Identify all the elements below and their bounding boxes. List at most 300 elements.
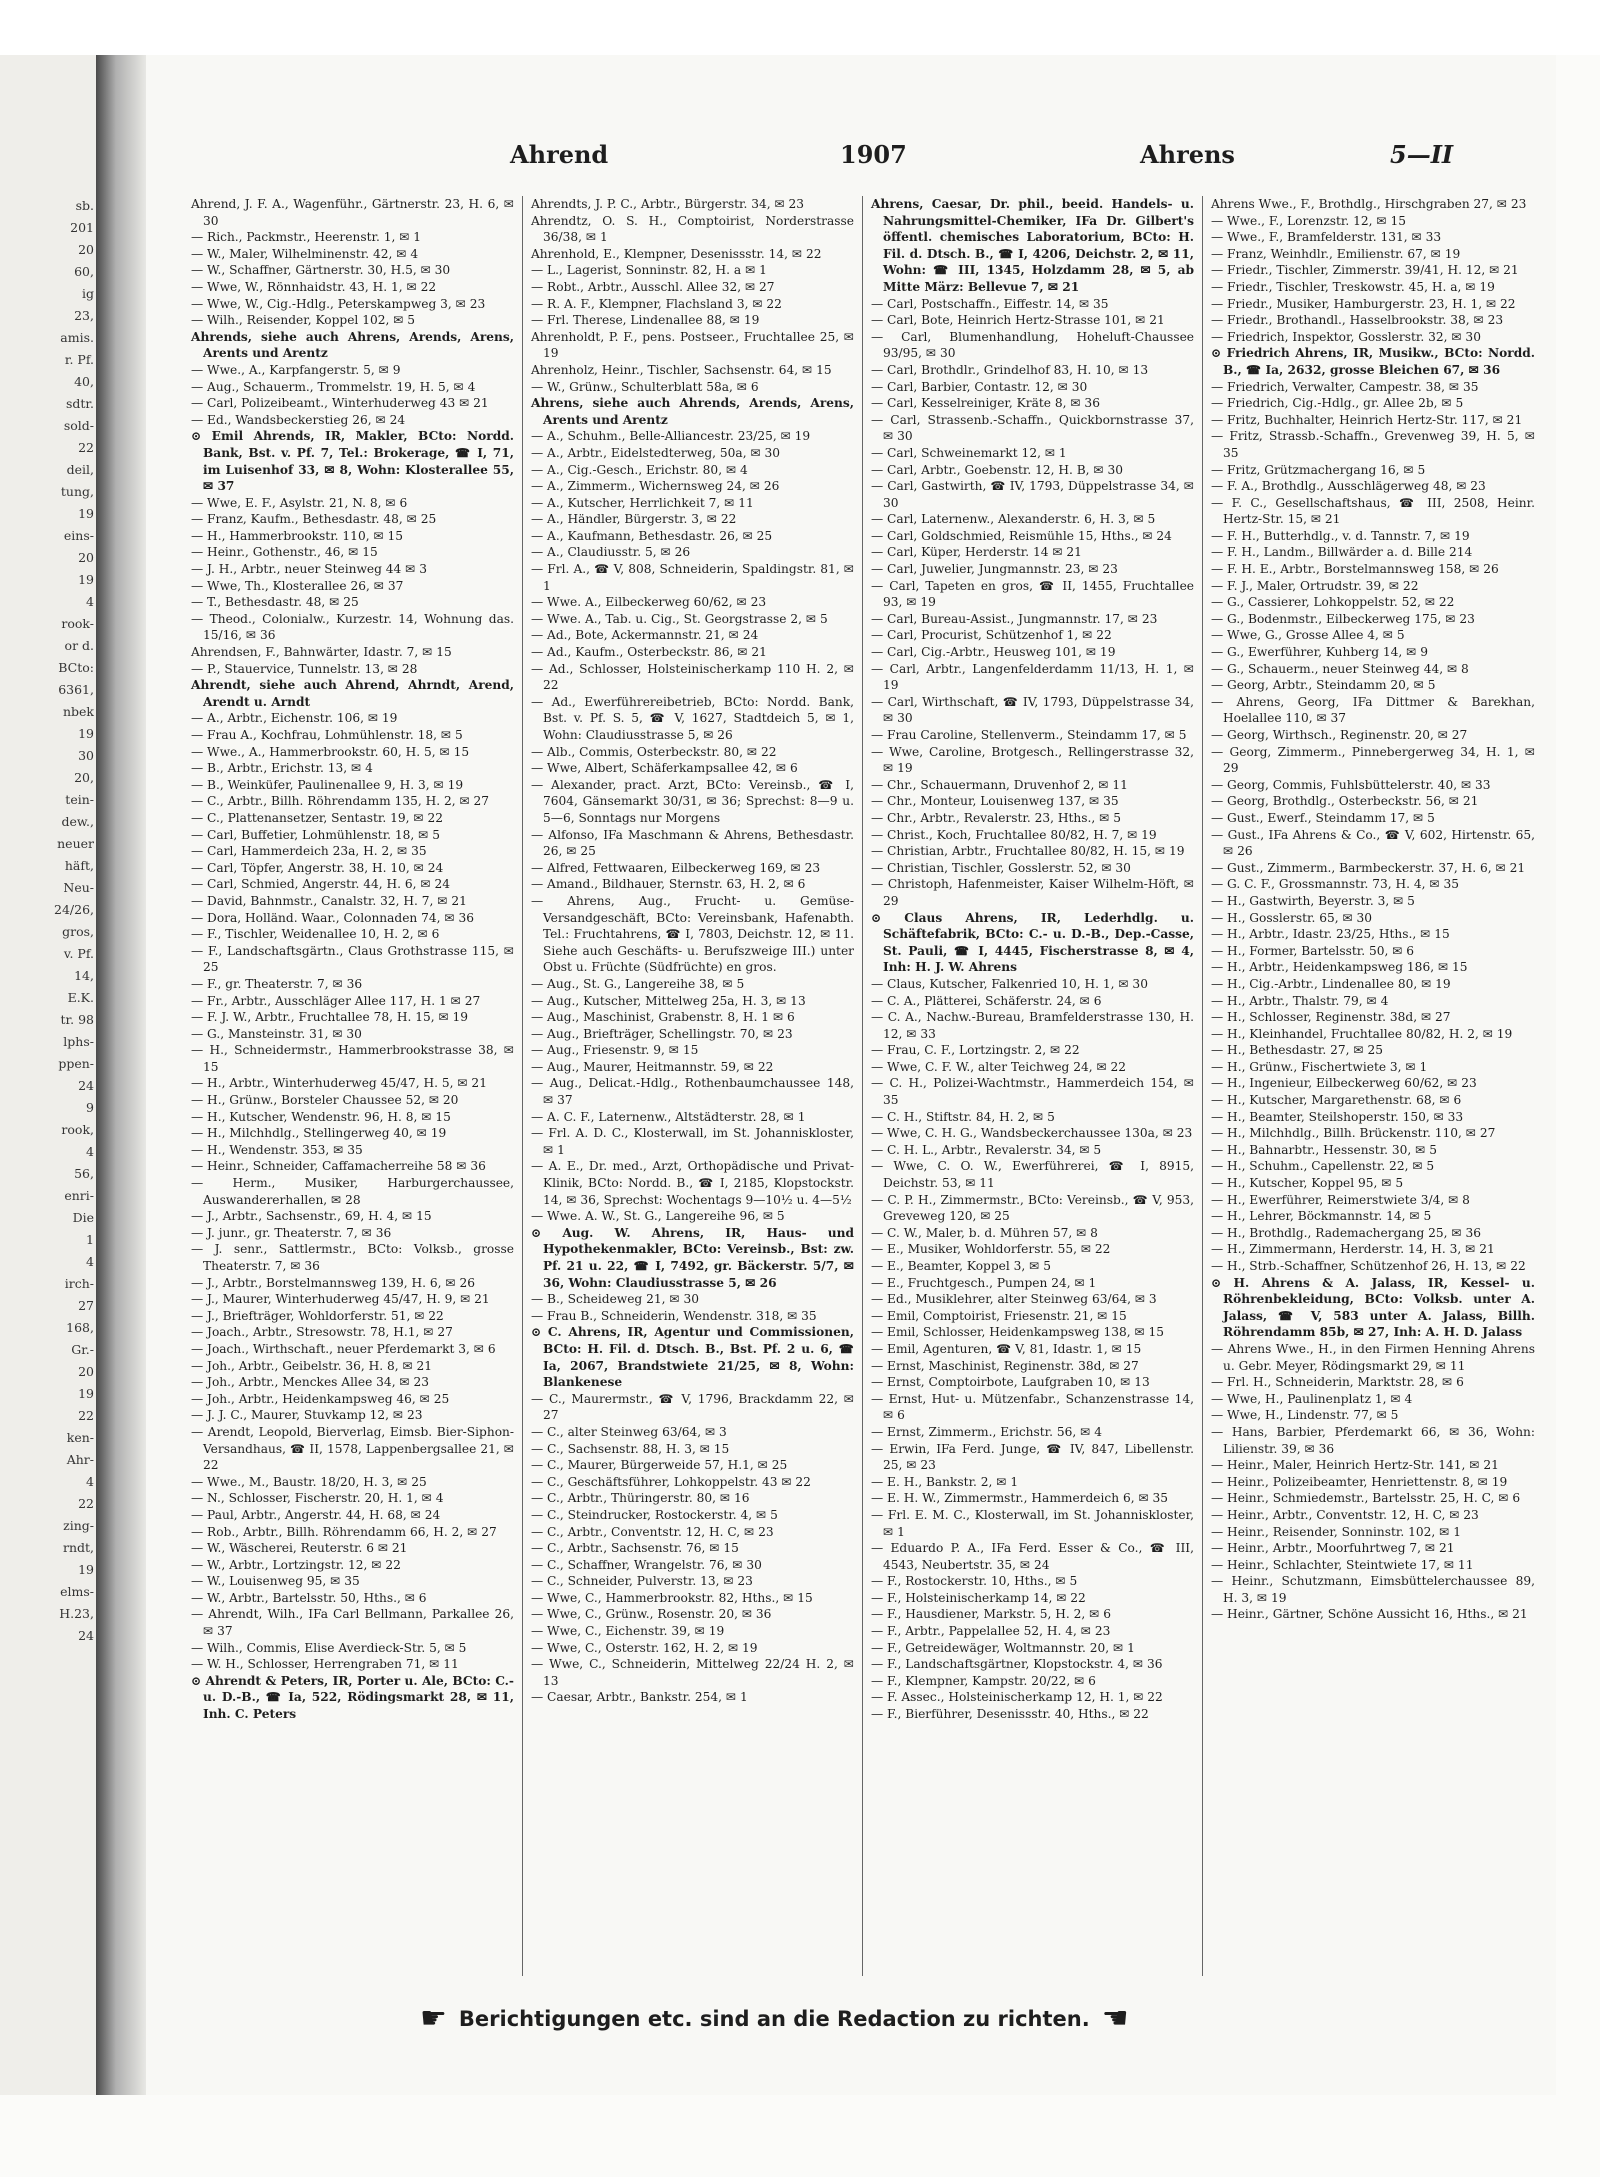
directory-entry: — Wwe, C. O. W., Ewerführerei, ☎ I, 8915, Deichstr. 53, ✉ 11 xyxy=(871,1159,1194,1191)
left-page-edge xyxy=(0,55,98,2095)
page-footer xyxy=(420,1999,1320,2039)
column-2 xyxy=(523,196,863,1976)
directory-entry: — Heinr., Gärtner, Schöne Aussicht 16, Hths., ✉ 21 xyxy=(1211,1607,1528,1622)
left-page-fragment: Die xyxy=(72,1210,94,1225)
directory-entry: — C., Schneider, Pulverstr. 13, ✉ 23 xyxy=(531,1574,753,1589)
directory-entry: — F., Rostockerstr. 10, Hths., ✉ 5 xyxy=(871,1574,1078,1589)
directory-entry: — Wwe, C., Osterstr. 162, H. 2, ✉ 19 xyxy=(531,1640,758,1655)
directory-entry: — Carl, Laternenw., Alexanderstr. 6, H. 3, ✉ 5 xyxy=(871,512,1156,527)
left-page-fragment: amis. xyxy=(60,330,94,345)
directory-entry: — Georg, Brothdlg., Osterbeckstr. 56, ✉ 21 xyxy=(1211,794,1479,809)
left-page-fragment: sb. xyxy=(75,198,94,213)
directory-entry: — C., Plattenansetzer, Sentastr. 19, ✉ 22 xyxy=(191,810,443,825)
left-page-fragment: 22 xyxy=(78,1408,94,1423)
left-page-fragment: E.K. xyxy=(67,990,94,1005)
directory-entry: Ahrenholdt, P. F., pens. Postseer., Fruchtallee 25, ✉ 19 xyxy=(531,329,854,361)
pointing-hand-right-icon: ☛ xyxy=(420,2001,447,2036)
directory-entry: — Fritz, Strassb.-Schaffn., Grevenweg 39, H. 5, ✉ 35 xyxy=(1211,429,1535,460)
directory-entry: — Joh., Arbtr., Heidenkampsweg 46, ✉ 25 xyxy=(191,1391,450,1406)
directory-entry: — Heinr., Arbtr., Conventstr. 12, H. C, ✉ 23 xyxy=(1211,1507,1479,1522)
directory-entry: Ahrendt, siehe auch Ahrend, Ahrndt, Arend, Arendt u. Arndt xyxy=(191,678,514,709)
directory-entry: — F., Holsteinischerkamp 14, ✉ 22 xyxy=(871,1590,1086,1605)
directory-entry: — Wilh., Reisender, Koppel 102, ✉ 5 xyxy=(191,313,416,328)
directory-entry: — F., Landschaftsgärtn., Claus Grothstrasse 115, ✉ 25 xyxy=(191,943,514,975)
directory-entry: — Wwe, Albert, Schäferkampsallee 42, ✉ 6 xyxy=(531,761,798,776)
directory-entry: — Carl, Bote, Heinrich Hertz-Strasse 101, ✉ 21 xyxy=(871,313,1165,328)
directory-entry: — G., Ewerführer, Kuhberg 14, ✉ 9 xyxy=(1211,645,1428,660)
directory-entry: — Wwe, E. F., Asylstr. 21, N. 8, ✉ 6 xyxy=(191,495,408,510)
left-page-fragment: rook, xyxy=(61,1122,94,1137)
directory-entry: — Friedr., Brothandl., Hasselbrookstr. 38, ✉ 23 xyxy=(1211,313,1504,328)
left-page-fragment: 24 xyxy=(78,1628,94,1643)
directory-entry: — F., Landschaftsgärtner, Klopstockstr. 4, ✉ 36 xyxy=(871,1657,1163,1672)
directory-entry: — Carl, Wirthschaft, ☎ IV, 1793, Düppelstrasse 34, ✉ 30 xyxy=(871,694,1194,726)
directory-entry: — W. H., Schlosser, Herrengraben 71, ✉ 11 xyxy=(191,1657,459,1672)
directory-entry: — Franz, Kaufm., Bethesdastr. 48, ✉ 25 xyxy=(191,512,437,527)
directory-entry: — C., alter Steinweg 63/64, ✉ 3 xyxy=(531,1424,727,1439)
left-page-fragment: ig xyxy=(82,286,94,301)
left-page-fragment: elms- xyxy=(60,1584,94,1599)
directory-entry: — Joh., Arbtr., Menckes Allee 34, ✉ 23 xyxy=(191,1375,430,1390)
directory-entry: — Joach., Wirthschaft., neuer Pferdemarkt 3, ✉ 6 xyxy=(191,1341,496,1356)
directory-entry: — H., Brothdlg., Rademachergang 25, ✉ 36 xyxy=(1211,1225,1482,1240)
directory-entry: — H., Ewerführer, Reimerstwiete 3/4, ✉ 8 xyxy=(1211,1192,1470,1207)
directory-entry: ⊙ C. Ahrens, IR, Agentur und Commissionen, BCto: H. Fil. d. Dtsch. B., Bst. Pf. 2 u. 6, ☎ Ia, 2067, Brandstwiete 21/25, ✉ 8, Wohn: Blankenese xyxy=(531,1325,854,1390)
directory-entry: — Erwin, IFa Ferd. Junge, ☎ IV, 847, Libellenstr. 25, ✉ 23 xyxy=(871,1441,1194,1473)
left-page-snippets xyxy=(2,195,94,1647)
directory-entry: — A., Cig.-Gesch., Erichstr. 80, ✉ 4 xyxy=(531,462,748,477)
left-page-fragment: 20 xyxy=(78,242,94,257)
directory-entry: — Wwe, C. F. W., alter Teichweg 24, ✉ 22 xyxy=(871,1059,1127,1074)
directory-entry: Ahrenhold, E., Klempner, Desenissstr. 14, ✉ 22 xyxy=(531,246,822,261)
directory-entry: — Frl. Therese, Lindenallee 88, ✉ 19 xyxy=(531,313,760,328)
directory-entry: — Theod., Colonialw., Kurzestr. 14, Wohnung das. 15/16, ✉ 36 xyxy=(191,611,514,643)
directory-entry: — R. A. F., Klempner, Flachsland 3, ✉ 22 xyxy=(531,296,782,311)
directory-entry: — H., Ingenieur, Eilbeckerweg 60/62, ✉ 23 xyxy=(1211,1076,1477,1091)
directory-entry: — Amand., Bildhauer, Sternstr. 63, H. 2, ✉ 6 xyxy=(531,877,806,892)
directory-entry: — B., Weinküfer, Paulinenallee 9, H. 3, ✉ 19 xyxy=(191,777,464,792)
directory-entry: — F., Getreidewäger, Woltmannstr. 20, ✉ 1 xyxy=(871,1640,1135,1655)
directory-entry: — C., Geschäftsführer, Lohkoppelstr. 43 ✉ 22 xyxy=(531,1474,811,1489)
directory-entry: — A., Händler, Bürgerstr. 3, ✉ 22 xyxy=(531,512,737,527)
header-year: 1907 xyxy=(840,140,907,169)
directory-entry: — G. C. F., Grossmannstr. 73, H. 4, ✉ 35 xyxy=(1211,877,1459,892)
left-page-fragment: 60, xyxy=(74,264,94,279)
directory-entry: — F. H. E., Arbtr., Borstelmannsweg 158, ✉ 26 xyxy=(1211,562,1499,577)
directory-entry: — H., Grünw., Borsteler Chaussee 52, ✉ 20 xyxy=(191,1093,459,1108)
header-last-name: Ahrens xyxy=(1140,140,1235,169)
directory-entry: — J., Maurer, Winterhuderweg 45/47, H. 9, ✉ 21 xyxy=(191,1292,490,1307)
directory-entry: Ahrens, siehe auch Ahrends, Arends, Arens, Arents und Arentz xyxy=(531,396,854,427)
directory-entry: Ahrendts, J. P. C., Arbtr., Bürgerstr. 34, ✉ 23 xyxy=(531,197,805,211)
directory-entry: — Emil, Schlosser, Heidenkampsweg 138, ✉ 15 xyxy=(871,1325,1165,1340)
header-first-name: Ahrend xyxy=(510,140,609,169)
directory-entry: — Frl. A., ☎ V, 808, Schneiderin, Spaldingstr. 81, ✉ 1 xyxy=(531,562,854,593)
directory-entry: — Joh., Arbtr., Geibelstr. 36, H. 8, ✉ 21 xyxy=(191,1358,433,1373)
column-4 xyxy=(1203,196,1543,1976)
directory-entry: — N., Schlosser, Fischerstr. 20, H. 1, ✉ 4 xyxy=(191,1491,444,1506)
directory-entry: — H., Zimmermann, Herderstr. 14, H. 3, ✉ 21 xyxy=(1211,1242,1495,1257)
directory-entry: — Joach., Arbtr., Stresowstr. 78, H.1, ✉ 27 xyxy=(191,1325,453,1340)
directory-entry: — Friedrich, Cig.-Hdlg., gr. Allee 2b, ✉ 5 xyxy=(1211,396,1464,411)
directory-entry: — F. Assec., Holsteinischerkamp 12, H. 1, ✉ 22 xyxy=(871,1690,1163,1705)
directory-entry: — Herm., Musiker, Harburgerchaussee, Auswandererhallen, ✉ 28 xyxy=(191,1176,514,1207)
directory-entry: — Christ., Koch, Fruchtallee 80/82, H. 7, ✉ 19 xyxy=(871,827,1157,842)
directory-entry: — Aug., St. G., Langereihe 38, ✉ 5 xyxy=(531,976,745,991)
directory-entry: — H., Wendenstr. 353, ✉ 35 xyxy=(191,1142,363,1157)
left-page-fragment: deil, xyxy=(66,462,94,477)
directory-entry: — Emil, Comptoirist, Friesenstr. 21, ✉ 15 xyxy=(871,1308,1127,1323)
directory-entry: — Ad., Kaufm., Osterbeckstr. 86, ✉ 21 xyxy=(531,645,767,660)
directory-entry: — Ad., Schlosser, Holsteinischerkamp 110 H. 2, ✉ 22 xyxy=(531,661,854,693)
left-page-fragment: Neu- xyxy=(63,880,94,895)
directory-entry: — Robt., Arbtr., Ausschl. Allee 32, ✉ 27 xyxy=(531,279,775,294)
directory-entry: — Heinr., Schneider, Caffamacherreihe 58 ✉ 36 xyxy=(191,1159,486,1174)
directory-entry: — Carl, Töpfer, Angerstr. 38, H. 10, ✉ 24 xyxy=(191,860,444,875)
left-page-fragment: 24 xyxy=(78,1078,94,1093)
directory-entry: — Aug., Briefträger, Schellingstr. 70, ✉ 23 xyxy=(531,1026,793,1041)
directory-entry: — A. E., Dr. med., Arzt, Orthopädische und Privat-Klinik, BCto: Nordd. B., ☎ I, 2185, Klopstockstr. 14, ✉ 36, Sprechst: Wochentags 9—10½ u. 4—5½ xyxy=(531,1159,854,1207)
directory-entry: — Chr., Schauermann, Druvenhof 2, ✉ 11 xyxy=(871,777,1128,792)
directory-entry: — G., Mansteinstr. 31, ✉ 30 xyxy=(191,1026,362,1041)
left-page-fragment: sold- xyxy=(63,418,94,433)
directory-entry: — F. H., Landm., Billwärder a. d. Bille 214 xyxy=(1211,545,1473,560)
directory-entry: — H., Beamter, Steilshoperstr. 150, ✉ 33 xyxy=(1211,1109,1464,1124)
directory-entry: — Christoph, Hafenmeister, Kaiser Wilhelm-Höft, ✉ 29 xyxy=(871,877,1194,908)
directory-entry: — A., Arbtr., Eichenstr. 106, ✉ 19 xyxy=(191,711,398,726)
left-page-fragment: 20 xyxy=(78,550,94,565)
directory-entry: — Heinr., Reisender, Sonninstr. 102, ✉ 1 xyxy=(1211,1524,1461,1539)
left-page-fragment: 4 xyxy=(86,594,94,609)
directory-entry: — C., Schaffner, Wrangelstr. 76, ✉ 30 xyxy=(531,1557,762,1572)
left-page-fragment: zing- xyxy=(63,1518,94,1533)
directory-entry: — C. W., Maler, b. d. Mühren 57, ✉ 8 xyxy=(871,1225,1098,1240)
directory-entry: — Aug., Friesenstr. 9, ✉ 15 xyxy=(531,1043,699,1058)
directory-entry: — Carl, Polizeibeamt., Winterhuderweg 43 ✉ 21 xyxy=(191,396,489,411)
directory-entry: — H., Kutscher, Margarethenstr. 68, ✉ 6 xyxy=(1211,1093,1462,1108)
directory-entry: — A., Kaufmann, Bethesdastr. 26, ✉ 25 xyxy=(531,528,773,543)
left-page-fragment: 19 xyxy=(78,1386,94,1401)
directory-entry: — Frl. A. D. C., Klosterwall, im St. Johanniskloster, ✉ 1 xyxy=(531,1126,854,1157)
left-page-fragment: 22 xyxy=(78,1496,94,1511)
directory-entry: Ahrend, J. F. A., Wagenführ., Gärtnerstr. 23, H. 6, ✉ 30 xyxy=(191,197,514,228)
left-page-fragment: 23, xyxy=(74,308,94,323)
left-page-fragment: rook- xyxy=(61,616,94,631)
directory-entry: — Wwe, H., Paulinenplatz 1, ✉ 4 xyxy=(1211,1391,1413,1406)
directory-entry: — Frau, C. F., Lortzingstr. 2, ✉ 22 xyxy=(871,1043,1080,1058)
directory-entry: ⊙ H. Ahrens & A. Jalass, IR, Kessel- u. Röhrenbekleidung, BCto: Volksb. unter A. Jalass, ☎ V, 583 unter A. Jalass, Billh. Röhrendamm 85b, ✉ 27, Inh: A. H. D. Jalass xyxy=(1211,1275,1535,1340)
directory-entry: — Carl, Arbtr., Langenfelderdamm 11/13, H. 1, ✉ 19 xyxy=(871,661,1194,693)
directory-entry: — Georg, Arbtr., Steindamm 20, ✉ 5 xyxy=(1211,678,1436,693)
directory-entry: Ahrends, siehe auch Ahrens, Arends, Arens, Arents und Arentz xyxy=(191,329,514,361)
directory-entry: — Ahrens, Aug., Frucht- u. Gemüse-Versandgeschäft, BCto: Vereinsbank, Hafenabth. Tel.: Fruchtahrens, ☎ I, 7803, Deichstr. 12, ✉ 11. Siehe auch Geschäfts- u. Berufszweige III.) unter Obst u. Früchte (Südfrüchte) en gros. xyxy=(531,893,854,975)
directory-entry: — Wwe, C., Hammerbrookstr. 82, Hths., ✉ 15 xyxy=(531,1590,813,1605)
directory-entry: — W., Louisenweg 95, ✉ 35 xyxy=(191,1574,360,1589)
directory-entry: — H., Bethesdastr. 27, ✉ 25 xyxy=(1211,1043,1383,1058)
left-page-fragment: 40, xyxy=(74,374,94,389)
directory-entry: — Wwe, H., Lindenstr. 77, ✉ 5 xyxy=(1211,1408,1399,1423)
directory-entry: — Wwe, Caroline, Brotgesch., Rellingerstrasse 32, ✉ 19 xyxy=(871,744,1194,776)
directory-entry: — Fritz, Grützmachergang 16, ✉ 5 xyxy=(1211,462,1426,477)
directory-entry: — Alexander, pract. Arzt, BCto: Vereinsb., ☎ I, 7604, Gänsemarkt 30/31, ✉ 36; Sprechst: 8—9 u. 5—6, Sonntags nur Morgens xyxy=(531,777,854,825)
left-page-fragment: H.23, xyxy=(59,1606,94,1621)
left-page-fragment: ppen- xyxy=(58,1056,94,1071)
directory-entry: — Hans, Barbier, Pferdemarkt 66, ✉ 36, Wohn: Lilienstr. 39, ✉ 36 xyxy=(1211,1424,1535,1456)
directory-entry: — Gust., IFa Ahrens & Co., ☎ V, 602, Hirtenstr. 65, ✉ 26 xyxy=(1211,827,1535,859)
directory-entry: — F., gr. Theaterstr. 7, ✉ 36 xyxy=(191,976,363,991)
directory-entry: — H., Arbtr., Winterhuderweg 45/47, H. 5, ✉ 21 xyxy=(191,1076,487,1091)
left-page-fragment: 14, xyxy=(74,968,94,983)
directory-entry: — Alb., Commis, Osterbeckstr. 80, ✉ 22 xyxy=(531,744,777,759)
directory-entry: — W., Arbtr., Lortzingstr. 12, ✉ 22 xyxy=(191,1557,401,1572)
directory-entry: — T., Bethesdastr. 48, ✉ 25 xyxy=(191,595,359,610)
directory-entry: — Heinr., Polizeibeamter, Henriettenstr. 8, ✉ 19 xyxy=(1211,1474,1508,1489)
directory-entry: — Fr., Arbtr., Ausschläger Allee 117, H. 1 ✉ 27 xyxy=(191,993,481,1008)
directory-entry: — Gust., Zimmerm., Barmbeckerstr. 37, H. 6, ✉ 21 xyxy=(1211,860,1526,875)
directory-entry: — C., Steindrucker, Rostockerstr. 4, ✉ 5 xyxy=(531,1507,778,1522)
directory-entry: — Aug., Schauerm., Trommelstr. 19, H. 5, ✉ 4 xyxy=(191,379,476,394)
directory-entry: — Wwe. A., Tab. u. Cig., St. Georgstrasse 2, ✉ 5 xyxy=(531,611,828,626)
directory-entry: — A., Zimmerm., Wichernsweg 24, ✉ 26 xyxy=(531,479,780,494)
directory-entry: — J., Arbtr., Sachsenstr., 69, H. 4, ✉ 15 xyxy=(191,1209,432,1224)
left-page-fragment: 4 xyxy=(86,1144,94,1159)
directory-entry: — Dora, Holländ. Waar., Colonnaden 74, ✉ 36 xyxy=(191,910,474,925)
directory-entry: — Caesar, Arbtr., Bankstr. 254, ✉ 1 xyxy=(531,1690,748,1705)
directory-entry: — A., Schuhm., Belle-Alliancestr. 23/25, ✉ 19 xyxy=(531,429,811,444)
directory-entry: — Eduardo P. A., IFa Ferd. Esser & Co., ☎ III, 4543, Neubertstr. 35, ✉ 24 xyxy=(871,1541,1194,1572)
directory-entry: — E., Musiker, Wohldorferstr. 55, ✉ 22 xyxy=(871,1242,1111,1257)
directory-entry: — H., Schneidermstr., Hammerbrookstrasse 38, ✉ 15 xyxy=(191,1043,514,1074)
directory-entry: — C., Arbtr., Billh. Röhrendamm 135, H. 2, ✉ 27 xyxy=(191,794,490,809)
directory-entry: — Carl, Schweinemarkt 12, ✉ 1 xyxy=(871,445,1067,460)
directory-entry: — C. H., Polizei-Wachtmstr., Hammerdeich 154, ✉ 35 xyxy=(871,1076,1194,1108)
left-page-fragment: rndt, xyxy=(62,1540,94,1555)
left-page-fragment: v. Pf. xyxy=(63,946,94,961)
directory-entry: Ahrens, Caesar, Dr. phil., beeid. Handels- u. Nahrungsmittel-Chemiker, IFa Dr. Gilbert's öffentl. chemisches Laboratorium, BCto: H. Fil. d. Dtsch. B., ☎ I, 4206, Deichstr. 2, ✉ 11, Wohn: ☎ III, 1345, Holzdamm 28, ✉ 5, ab Mitte März: Bellevue 7, ✉ 21 xyxy=(871,197,1194,294)
directory-entry: — Carl, Juwelier, Jungmannstr. 23, ✉ 23 xyxy=(871,562,1118,577)
directory-entry: — G., Bodenmstr., Eilbeckerweg 175, ✉ 23 xyxy=(1211,611,1475,626)
directory-entry: — F., Arbtr., Pappelallee 52, H. 4, ✉ 23 xyxy=(871,1624,1111,1639)
left-page-fragment: 19 xyxy=(78,726,94,741)
directory-entry: — Rich., Packmstr., Heerenstr. 1, ✉ 1 xyxy=(191,230,422,245)
directory-entry: ⊙ Aug. W. Ahrens, IR, Haus- und Hypothekenmakler, BCto: Vereinsb., Bst: zw. Pf. 21 u. 22, ☎ I, 7492, gr. Bäckerstr. 5/7, ✉ 36, Wohn: Claudiusstrasse 5, ✉ 26 xyxy=(531,1225,854,1290)
directory-entry: — C. P. H., Zimmermstr., BCto: Vereinsb., ☎ V, 953, Greveweg 120, ✉ 25 xyxy=(871,1192,1194,1224)
directory-entry: — Aug., Maschinist, Grabenstr. 8, H. 1 ✉ 6 xyxy=(531,1010,795,1025)
left-page-fragment: 19 xyxy=(78,572,94,587)
directory-entry: — Carl, Hammerdeich 23a, H. 2, ✉ 35 xyxy=(191,844,427,859)
left-page-fragment: 19 xyxy=(78,506,94,521)
directory-entry: — E., Beamter, Koppel 3, ✉ 5 xyxy=(871,1259,1051,1273)
left-page-fragment: lphs- xyxy=(63,1034,94,1049)
directory-entry: — H., Kleinhandel, Fruchtallee 80/82, H. 2, ✉ 19 xyxy=(1211,1026,1513,1041)
directory-entry: — W., Maler, Wilhelminenstr. 42, ✉ 4 xyxy=(191,246,419,261)
directory-entry: — H., Gosslerstr. 65, ✉ 30 xyxy=(1211,910,1373,925)
directory-entry: — Wwe. A., Eilbeckerweg 60/62, ✉ 23 xyxy=(531,595,767,610)
directory-entry: — W., Grünw., Schulterblatt 58a, ✉ 6 xyxy=(531,379,759,394)
directory-entry: — Wwe, C., Eichenstr. 39, ✉ 19 xyxy=(531,1624,725,1639)
directory-entry: — J., Arbtr., Borstelmannsweg 139, H. 6, ✉ 26 xyxy=(191,1275,476,1290)
directory-entry: — A., Kutscher, Herrlichkeit 7, ✉ 11 xyxy=(531,495,754,510)
directory-entry: — Carl, Barbier, Contastr. 12, ✉ 30 xyxy=(871,379,1088,394)
directory-entry: — Heinr., Schutzmann, Eimsbüttelerchaussee 89, H. 3, ✉ 19 xyxy=(1211,1574,1535,1605)
directory-entry: — Ernst, Maschinist, Reginenstr. 38d, ✉ 27 xyxy=(871,1358,1139,1373)
directory-entry: — E. H. W., Zimmermstr., Hammerdeich 6, ✉ 35 xyxy=(871,1491,1169,1506)
pointing-hand-left-icon: ☚ xyxy=(1101,2001,1129,2036)
left-page-fragment: 1 xyxy=(86,1232,94,1247)
directory-entry: — Carl, Cig.-Arbtr., Heusweg 101, ✉ 19 xyxy=(871,645,1116,660)
left-page-fragment: 168, xyxy=(66,1320,94,1335)
directory-entry: — Franz, Weinhdlr., Emilienstr. 67, ✉ 19 xyxy=(1211,246,1461,261)
directory-entry: Ahrenholz, Heinr., Tischler, Sachsenstr. 64, ✉ 15 xyxy=(531,362,832,377)
directory-entry: — H., Arbtr., Heidenkampsweg 186, ✉ 15 xyxy=(1211,960,1468,975)
directory-entry: — F., Klempner, Kampstr. 20/22, ✉ 6 xyxy=(871,1673,1096,1688)
directory-entry: Ahrendsen, F., Bahnwärter, Idastr. 7, ✉ 15 xyxy=(191,645,452,660)
directory-entry: — Aug., Delicat.-Hdlg., Rothenbaumchaussee 148, ✉ 37 xyxy=(531,1076,854,1108)
directory-entry: — F. J., Maler, Ortrudstr. 39, ✉ 22 xyxy=(1211,578,1419,593)
directory-entry: — Frau A., Kochfrau, Lohmühlenstr. 18, ✉ 5 xyxy=(191,728,463,742)
directory-entry: — G., Schauerm., neuer Steinweg 44, ✉ 8 xyxy=(1211,661,1469,676)
directory-entry: — A. C. F., Laternenw., Altstädterstr. 28, ✉ 1 xyxy=(531,1109,806,1124)
directory-entry: — H., Milchhdlg., Stellingerweg 40, ✉ 19 xyxy=(191,1126,447,1141)
directory-entry: — Ahrens Wwe., H., in den Firmen Henning Ahrens u. Gebr. Meyer, Rödingsmarkt 29, ✉ 11 xyxy=(1211,1341,1535,1373)
left-page-fragment: Ahr- xyxy=(66,1452,94,1467)
directory-entry: — Ahrens, Georg, IFa Dittmer & Barekhan, Hoelallee 110, ✉ 37 xyxy=(1211,694,1535,726)
directory-entry: — Frau B., Schneiderin, Wendenstr. 318, ✉ 35 xyxy=(531,1308,817,1323)
left-page-fragment: neuer xyxy=(57,836,94,851)
directory-entry: — Carl, Schmied, Angerstr. 44, H. 6, ✉ 24 xyxy=(191,877,450,892)
directory-entry: — Emil, Agenturen, ☎ V, 81, Idastr. 1, ✉ 15 xyxy=(871,1341,1142,1356)
directory-entry: — Ernst, Comptoirbote, Laufgraben 10, ✉ 13 xyxy=(871,1375,1150,1390)
directory-entry: — Ed., Musiklehrer, alter Steinweg 63/64, ✉ 3 xyxy=(871,1292,1157,1307)
directory-entry: — Carl, Blumenhandlung, Hoheluft-Chaussee 93/95, ✉ 30 xyxy=(871,329,1194,361)
directory-entry: ⊙ Ahrendt & Peters, IR, Porter u. Ale, BCto: C.- u. D.-B., ☎ Ia, 522, Rödingsmarkt 28, ✉ 11, Inh. C. Peters xyxy=(191,1673,514,1722)
directory-entry: — Frl. H., Schneiderin, Marktstr. 28, ✉ 6 xyxy=(1211,1375,1464,1390)
directory-entry: — Christian, Tischler, Gosslerstr. 52, ✉ 30 xyxy=(871,860,1131,875)
directory-entry: — Ad., Bote, Ackermannstr. 21, ✉ 24 xyxy=(531,628,759,643)
directory-entry: — Carl, Buffetier, Lohmühlenstr. 18, ✉ 5 xyxy=(191,827,441,842)
left-page-fragment: 22 xyxy=(78,440,94,455)
directory-entry: — Aug., Kutscher, Mittelweg 25a, H. 3, ✉ 13 xyxy=(531,993,806,1008)
directory-entry: — Aug., Maurer, Heitmannstr. 59, ✉ 22 xyxy=(531,1059,774,1074)
left-page-fragment: 20, xyxy=(74,770,94,785)
directory-entry: — F., Hausdiener, Markstr. 5, H. 2, ✉ 6 xyxy=(871,1607,1112,1622)
directory-entry: — Carl, Procurist, Schützenhof 1, ✉ 22 xyxy=(871,628,1112,643)
directory-entry: — L., Lagerist, Sonninstr. 82, H. a ✉ 1 xyxy=(531,263,767,278)
column-3 xyxy=(863,196,1203,1976)
directory-entry: — Wwe. A. W., St. G., Langereihe 96, ✉ 5 xyxy=(531,1209,785,1224)
directory-entry: — C. A., Nachw.-Bureau, Bramfelderstrasse 130, H. 12, ✉ 33 xyxy=(871,1010,1194,1041)
directory-entry: — Carl, Küper, Herderstr. 14 ✉ 21 xyxy=(871,545,1082,560)
left-page-fragment: 20 xyxy=(78,1364,94,1379)
directory-entry: — Rob., Arbtr., Billh. Röhrendamm 66, H. 2, ✉ 27 xyxy=(191,1524,497,1539)
left-page-fragment: gros, xyxy=(62,924,94,939)
directory-entry: — P., Stauervice, Tunnelstr. 13, ✉ 28 xyxy=(191,661,418,676)
left-page-fragment: BCto: xyxy=(58,660,94,675)
directory-entry: — J., Briefträger, Wohldorferstr. 51, ✉ 22 xyxy=(191,1308,444,1323)
directory-entry: — H., Schlosser, Reginenstr. 38d, ✉ 27 xyxy=(1211,1010,1451,1025)
directory-entry: — W., Wäscherei, Reuterstr. 6 ✉ 21 xyxy=(191,1541,408,1556)
left-page-fragment: or d. xyxy=(64,638,94,653)
directory-entry: — C. A., Plätterei, Schäferstr. 24, ✉ 6 xyxy=(871,993,1102,1008)
left-page-fragment: ken- xyxy=(66,1430,94,1445)
directory-entry: — J. junr., gr. Theaterstr. 7, ✉ 36 xyxy=(191,1225,392,1240)
directory-entry: — Frl. E. M. C., Klosterwall, im St. Johanniskloster, ✉ 1 xyxy=(871,1507,1194,1539)
directory-entry: — Ed., Wandsbeckerstieg 26, ✉ 24 xyxy=(191,412,406,427)
left-page-fragment: nbek xyxy=(62,704,94,719)
left-page-fragment: tung, xyxy=(60,484,94,499)
directory-entry: — Carl, Postschaffn., Eiffestr. 14, ✉ 35 xyxy=(871,296,1109,311)
footer-notice: Berichtigungen etc. sind an die Redaction zu richten. xyxy=(458,2007,1090,2031)
directory-entry: — B., Scheideweg 21, ✉ 30 xyxy=(531,1292,699,1307)
directory-entry: Ahrens Wwe., F., Brothdlg., Hirschgraben 27, ✉ 23 xyxy=(1211,197,1527,211)
directory-entry: — Wwe, C., Schneiderin, Mittelweg 22/24 H. 2, ✉ 13 xyxy=(531,1657,854,1688)
directory-entry: — Georg, Wirthsch., Reginenstr. 20, ✉ 27 xyxy=(1211,728,1468,742)
directory-entry: — Wwe., M., Baustr. 18/20, H. 3, ✉ 25 xyxy=(191,1474,427,1489)
directory-entry: — A., Arbtr., Eidelstedterweg, 50a, ✉ 30 xyxy=(531,445,781,460)
directory-entry: — Heinr., Arbtr., Moorfuhrtweg 7, ✉ 21 xyxy=(1211,1541,1455,1556)
left-page-fragment: 4 xyxy=(86,1474,94,1489)
directory-entry: — Heinr., Schmiedemstr., Bartelsstr. 25, H. C, ✉ 6 xyxy=(1211,1491,1521,1506)
column-1 xyxy=(183,196,523,1976)
directory-entry: — H., Gastwirth, Beyerstr. 3, ✉ 5 xyxy=(1211,893,1415,908)
directory-entry: — David, Bahnmstr., Canalstr. 32, H. 7, ✉ 21 xyxy=(191,893,467,908)
directory-entry: — A., Claudiusstr. 5, ✉ 26 xyxy=(531,545,691,560)
directory-entry: — F., Bierführer, Desenissstr. 40, Hths., ✉ 22 xyxy=(871,1707,1149,1722)
directory-entry: — C., Arbtr., Conventstr. 12, H. C, ✉ 23 xyxy=(531,1524,774,1539)
directory-entry: ⊙ Friedrich Ahrens, IR, Musikw., BCto: Nordd. B., ☎ Ia, 2632, grosse Bleichen 67, ✉ 36 xyxy=(1211,346,1535,377)
left-page-fragment: 56, xyxy=(74,1166,94,1181)
directory-entry: — Carl, Arbtr., Goebenstr. 12, H. B, ✉ 30 xyxy=(871,462,1124,477)
directory-entry: ⊙ Emil Ahrends, IR, Makler, BCto: Nordd. Bank, Bst. v. Pf. 7, Tel.: Brokerage, ☎ I, 71, im Luisenhof 33, ✉ 8, Wohn: Klosterallee 55, ✉ 37 xyxy=(191,429,514,494)
directory-entry: — Wwe., F., Bramfelderstr. 131, ✉ 33 xyxy=(1211,230,1442,245)
header-page-number: 5—II xyxy=(1390,140,1454,169)
directory-entry: — H., Kutscher, Koppel 95, ✉ 5 xyxy=(1211,1176,1404,1191)
directory-entry: — Wwe., A., Hammerbrookstr. 60, H. 5, ✉ 15 xyxy=(191,744,470,759)
directory-entry: — Wwe, G., Grosse Allee 4, ✉ 5 xyxy=(1211,628,1405,643)
directory-entry: — Friedr., Tischler, Zimmerstr. 39/41, H. 12, ✉ 21 xyxy=(1211,263,1519,278)
directory-entry: — Heinr., Schlachter, Steintwiete 17, ✉ 11 xyxy=(1211,1557,1474,1572)
directory-entry: — Carl, Bureau-Assist., Jungmannstr. 17, ✉ 23 xyxy=(871,611,1158,626)
directory-entry: — Wwe, C. H. G., Wandsbeckerchaussee 130a, ✉ 23 xyxy=(871,1126,1193,1141)
directory-entry: Ahrendtz, O. S. H., Comptoirist, Norderstrasse 36/38, ✉ 1 xyxy=(531,213,854,245)
directory-entry: — H., Hammerbrookstr. 110, ✉ 15 xyxy=(191,528,404,543)
directory-entry: — Claus, Kutscher, Falkenried 10, H. 1, ✉ 30 xyxy=(871,976,1148,991)
directory-entry: — B., Arbtr., Erichstr. 13, ✉ 4 xyxy=(191,761,373,776)
directory-entry: — F. C., Gesellschaftshaus, ☎ III, 2508, Heinr. Hertz-Str. 15, ✉ 21 xyxy=(1211,495,1535,527)
directory-entry: — C. H. L., Arbtr., Revalerstr. 34, ✉ 5 xyxy=(871,1142,1102,1157)
directory-entry: — Fritz, Buchhalter, Heinrich Hertz-Str. 117, ✉ 21 xyxy=(1211,412,1523,427)
directory-entry: — Paul, Arbtr., Angerstr. 44, H. 68, ✉ 24 xyxy=(191,1507,441,1522)
directory-entry: — J. J. C., Maurer, Stuvkamp 12, ✉ 23 xyxy=(191,1408,423,1423)
left-page-fragment: 6361, xyxy=(58,682,94,697)
directory-entry: — Carl, Strassenb.-Schaffn., Quickbornstrasse 37, ✉ 30 xyxy=(871,412,1194,444)
directory-entry: — Wwe, C., Grünw., Rosenstr. 20, ✉ 36 xyxy=(531,1607,772,1622)
page-header xyxy=(140,140,1550,176)
directory-entry: — F. J. W., Arbtr., Fruchtallee 78, H. 15, ✉ 19 xyxy=(191,1010,469,1025)
directory-entry: — C., Maurermstr., ☎ V, 1796, Brackdamm 22, ✉ 27 xyxy=(531,1391,854,1423)
directory-entry: — Ad., Ewerführereibetrieb, BCto: Nordd. Bank, Bst. v. Pf. S. 5, ☎ V, 1627, Stadtdeich 5, ✉ 1, Wohn: Claudiusstrasse 5, ✉ 26 xyxy=(531,694,854,742)
directory-entry: — H., Former, Bartelsstr. 50, ✉ 6 xyxy=(1211,943,1415,958)
directory-entry: — Wilh., Commis, Elise Averdieck-Str. 5, ✉ 5 xyxy=(191,1640,467,1655)
directory-entry: — F. H., Butterhdlg., v. d. Tannstr. 7, ✉ 19 xyxy=(1211,528,1470,543)
directory-entry: — Ahrendt, Wilh., IFa Carl Bellmann, Parkallee 26, ✉ 37 xyxy=(191,1607,514,1639)
directory-entry: — Friedr., Tischler, Treskowstr. 45, H. a, ✉ 19 xyxy=(1211,279,1495,294)
directory-entry: — H., Bahnarbtr., Hessenstr. 30, ✉ 5 xyxy=(1211,1142,1438,1157)
directory-entry: — C. H., Stiftstr. 84, H. 2, ✉ 5 xyxy=(871,1109,1055,1124)
directory-entry: — J. senr., Sattlermstr., BCto: Volksb., grosse Theaterstr. 7, ✉ 36 xyxy=(191,1242,514,1273)
left-page-fragment: r. Pf. xyxy=(64,352,94,367)
directory-entry: — Friedrich, Inspektor, Gosslerstr. 32, ✉ 30 xyxy=(1211,329,1481,344)
